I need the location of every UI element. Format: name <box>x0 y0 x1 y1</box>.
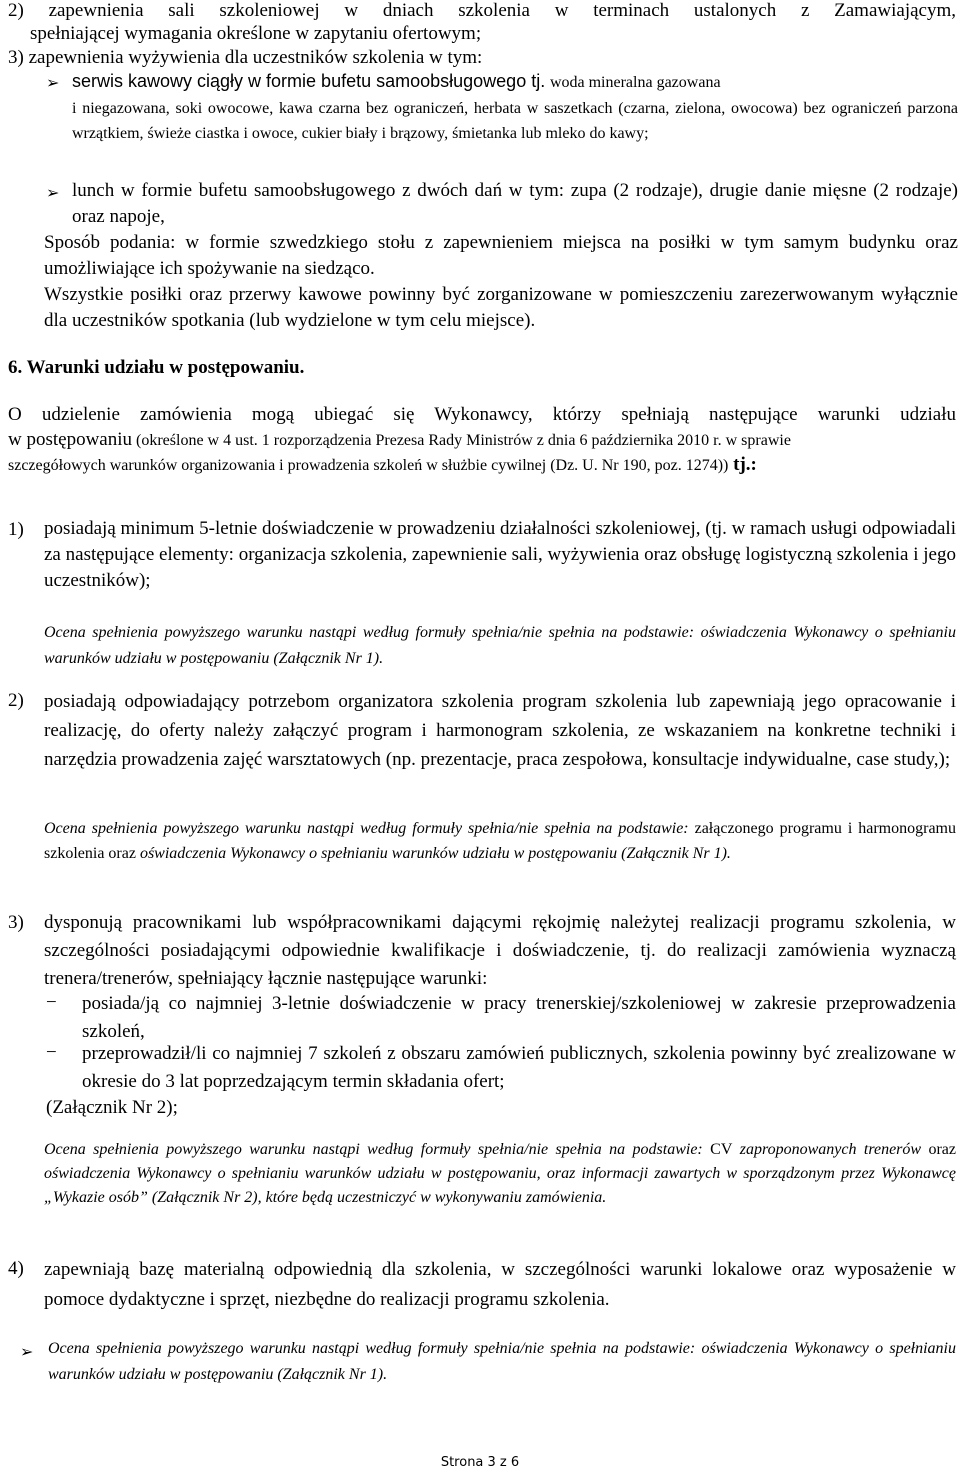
condition-2-text: posiadają odpowiadający potrzebom organizatora szkolenia program szkolenia lub zapewniają jego opracowanie i realizację, do oferty należy załączyć program i harmonogram szkolenia, ze wskazaniem na konkretne techniki i narzędzia prowadzenia zajęć warsztatowych (np. prezentacje, praca zespołowa, konsultacje indywidualne, case study,); <box>44 691 956 770</box>
assessment-declaration: oświadczenia Wykonawcy o spełnianiu warunków udziału w postępowaniu (Załącznik Nr 1). <box>139 845 731 862</box>
condition-4-text: zapewniają bazę materialną odpowiednią dla szkolenia, w szczególności warunki lokalowe oraz wyposażenie w pomoce dydaktyczne i sprzęt, niezbędne do realizacji programu szkolenia. <box>44 1259 956 1310</box>
condition-4-assessment: Ocena spełnienia powyższego warunku nastąpi według formuły spełnia/nie spełnia na podstawie: oświadczenia Wykonawcy o spełnianiu warunków udziału w postępowaniu (Załącznik Nr 1). <box>48 1340 956 1383</box>
lead-regulation-cont: szczegółowych warunków organizowania i prowadzenia szkoleń w służbie cywilnej (Dz. U. Nr 190, poz. 1274)) <box>8 457 729 474</box>
condition-2-assessment <box>44 816 956 866</box>
section-heading: 6. Warunki udziału w postępowaniu. <box>8 357 305 378</box>
bullet-coffee-rest: woda mineralna gazowana <box>549 74 721 91</box>
bullet-coffee-service <box>72 68 958 96</box>
assessment-and: oraz <box>921 1141 956 1158</box>
section-lead-line1: O udzielenie zamówienia mogą ubiegać się Wykonawcy, którzy spełniają następujące warunki udziału <box>8 404 956 425</box>
dash-bullet-icon: − <box>46 1042 57 1063</box>
trainer-requirement-1: posiada/ją co najmniej 3-letnie doświadczenie w pracy trenerskiej/szkoleniowej w zakresie przeprowadzenia szkoleń, <box>82 993 956 1042</box>
condition-1-text: posiadają minimum 5-letnie doświadczenie w prowadzeniu działalności szkoleniowej, (tj. w ramach usługi odpowiadali za następujące elementy: organizacja szkolenia, zapewnienie sali, wyżywienia oraz obsługę logistyczną szkolenia i jego uczestników); <box>44 518 956 591</box>
condition-3-assessment <box>44 1138 956 1210</box>
lead-end: tj.: <box>728 454 757 475</box>
assessment-program: załączonego programu i harmonogramu szkolenia oraz <box>44 820 956 862</box>
lead-text: w postępowaniu <box>8 429 133 450</box>
trainer-requirement-2: przeprowadził/li co najmniej 7 szkoleń z obszaru zamówień publicznych, szkolenia powinny być zrealizowane w okresie do 3 lat poprzedzającym termin składania ofert; <box>82 1043 956 1092</box>
list-item-2-line1: 2) zapewnienia sali szkoleniowej w dniach szkolenia w terminach ustalonych z Zamawiającym, <box>8 0 956 21</box>
arrow-bullet-icon: ➢ <box>20 1342 34 1361</box>
section-lead-line3 <box>8 453 757 478</box>
page-footer: Strona 3 z 6 <box>440 1455 520 1470</box>
condition-number: 2) <box>8 690 24 711</box>
condition-number: 1) <box>8 519 24 540</box>
arrow-bullet-icon: ➢ <box>46 73 60 92</box>
assessment-declaration: oświadczenia Wykonawcy o spełnianiu warunków udziału w postępowaniu, oraz informacji zawartych w sporządzonym przez Wykonawcę „Wykazie osób” (Załącznik Nr 2), które będą uczestniczyć w wykonywaniu zamówienia. <box>44 1165 956 1206</box>
dash-bullet-icon: − <box>46 992 57 1013</box>
condition-number: 3) <box>8 912 24 933</box>
section-lead-line2 <box>8 428 791 453</box>
list-item-3: 3) zapewnienia wyżywienia dla uczestników szkolenia w tym: <box>8 47 483 68</box>
assessment-cv: CV <box>702 1141 733 1158</box>
bullet-lunch: lunch w formie bufetu samoobsługowego z dwóch dań w tym: zupa (2 rodzaje), drugie danie mięsne (2 rodzaje) oraz napoje, <box>72 180 958 227</box>
attachment-reference: (Załącznik Nr 2); <box>46 1097 178 1118</box>
list-item-2-line2: spełniającej wymagania określone w zapytaniu ofertowym; <box>30 23 482 44</box>
serving-method: Sposób podania: w formie szwedzkiego stołu z zapewnieniem miejsca na posiłki w tym samym budynku oraz umożliwiające ich spożywanie na siedząco. <box>44 232 958 279</box>
condition-1-assessment: Ocena spełnienia powyższego warunku nastąpi według formuły spełnia/nie spełnia na podstawie: oświadczenia Wykonawcy o spełnianiu warunków udziału w postępowaniu (Załącznik Nr 1). <box>44 624 956 667</box>
bullet-coffee-continued: i niegazowana, soki owocowe, kawa czarna bez ograniczeń, herbata w saszetkach (czarna, zielona, owocowa) bez ograniczeń parzona wrzątkiem, świeże ciastka i owoce, cukier biały i brązowy, śmietanka lub mleko do kawy; <box>72 100 958 142</box>
assessment-trainers: zaproponowanych trenerów <box>739 1141 922 1158</box>
assessment-formula: Ocena spełnienia powyższego warunku nastąpi według formuły spełnia/nie spełnia na podstawie: <box>44 820 689 837</box>
arrow-bullet-icon: ➢ <box>46 183 60 202</box>
bullet-coffee-lead: serwis kawowy ciągły w formie bufetu samoobsługowego tj. <box>72 71 546 91</box>
condition-number: 4) <box>8 1258 24 1279</box>
assessment-formula: Ocena spełnienia powyższego warunku nastąpi według formuły spełnia/nie spełnia na podstawie: <box>44 1141 703 1158</box>
meals-room-note: Wszystkie posiłki oraz przerwy kawowe powinny być zorganizowane w pomieszczeniu zarezerwowanym wyłącznie dla uczestników spotkania (lub wydzielone w tym celu miejsce). <box>44 284 958 331</box>
lead-regulation: (określone w 4 ust. 1 rozporządzenia Prezesa Rady Ministrów z dnia 6 października 2010 r. w sprawie <box>132 432 791 449</box>
condition-3-text: dysponują pracownikami lub współpracownikami dającymi rękojmię należytej realizacji programu szkolenia, w szczególności posiadającymi odpowiednie kwalifikacje i doświadczenie, tj. do realizacji zamówienia wyznaczą trenera/trenerów, spełniający łącznie następujące warunki: <box>44 912 956 989</box>
